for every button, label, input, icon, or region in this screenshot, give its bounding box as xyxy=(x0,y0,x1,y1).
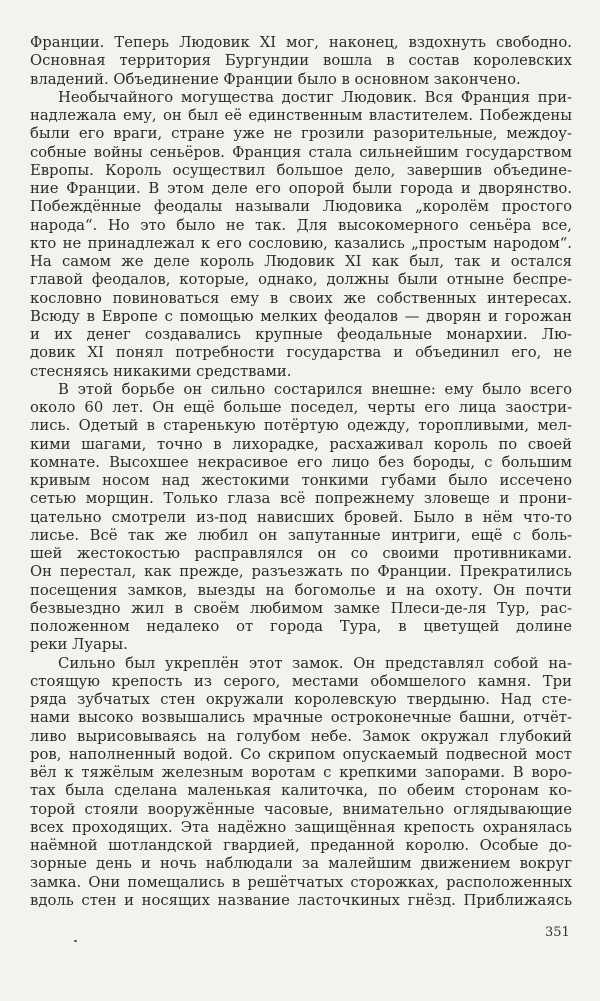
document-page xyxy=(30,34,572,910)
text-line: нами высоко возвышались мрачные остроконечные башни, отчёт- xyxy=(30,709,572,727)
text-line: кривым носом над жестокими тонкими губами было иссечено xyxy=(30,472,572,489)
text-line: тах была сделана маленькая калиточка, по обеим сторонам ко- xyxy=(30,782,572,800)
text-line: Он перестал, как прежде, разъезжать по Франции. Прекратились xyxy=(30,563,572,581)
text-line: лись. Одетый в старенькую потёртую одежду, торопливыми, мел- xyxy=(30,417,572,435)
text-line: замка. Они помещались в решётчатых сторожках, расположенных xyxy=(30,873,572,891)
text-line: кими шагами, точно в лихорадке, расхаживал король по своей xyxy=(30,435,572,453)
text-line: кто не принадлежал к его сословию, казались „простым народом“. xyxy=(30,234,572,252)
text-line: цательно смотрели из-под нависших бровей. Было в нём что-то xyxy=(30,508,572,526)
paragraph-4 xyxy=(30,655,572,911)
text-line: стоящую крепость из серого, местами обомшелого камня. Три xyxy=(30,672,572,690)
text-line: Европы. Король осуществил большое дело, завершив объедине- xyxy=(30,161,572,179)
paragraph-3 xyxy=(30,381,572,655)
text-line: На самом же деле король Людовик XI как был, так и остался xyxy=(30,253,572,270)
text-line: были его враги, стране уже не грозили разорительные, междоу- xyxy=(30,125,572,143)
text-line: всех проходящих. Эта надёжно защищённая крепость охранялась xyxy=(30,818,572,836)
text-line: вёл к тяжёлым железным воротам с крепкими запорами. В воро- xyxy=(30,764,572,781)
text-line: Всюду в Европе с помощью мелких феодалов — дворян и горожан xyxy=(30,307,572,325)
text-line: сетью морщин. Только глаза всё попрежнему зловеще и прони- xyxy=(30,490,572,508)
text-line: кословно повиноваться ему в своих же собственных интересах. xyxy=(30,289,572,307)
text-line: довик XI понял потребности государства и объединил его, не xyxy=(30,344,572,362)
text-line: Необычайного могущества достиг Людовик. Вся Франция при- xyxy=(58,88,572,106)
text-line: собные войны сеньёров. Франция стала сильнейшим государством xyxy=(30,143,572,161)
text-line: стесняясь никакими средствами. xyxy=(30,362,292,380)
text-line: народа“. Но это было не так. Для высокомерного сеньёра все, xyxy=(30,216,572,234)
text-line: владений. Объединение Франции было в основном закончено. xyxy=(30,70,521,88)
text-line: вдоль стен и носящих название ласточкиных гнёзд. Приближаясь xyxy=(30,891,572,909)
text-line: Сильно был укреплён этот замок. Он представлял собой на- xyxy=(58,654,572,672)
text-line: главой феодалов, которые, однако, должны были отныне беспре- xyxy=(30,271,572,289)
text-line: положенном недалеко от города Тура, в цветущей долине xyxy=(30,618,572,635)
text-line: наёмной шотландской гвардией, преданной королю. Особые до- xyxy=(30,837,572,854)
text-line: ние Франции. В этом деле его опорой были города и дворянство. xyxy=(30,180,572,197)
text-line: ряда зубчатых стен окружали королевскую твердыню. Над сте- xyxy=(30,691,572,708)
text-line: Основная территория Бургундии вошла в состав королевских xyxy=(30,52,572,70)
text-line: около 60 лет. Он ещё больше поседел, черты его лица заостри- xyxy=(30,399,572,416)
text-line: Франции. Теперь Людовик XI мог, наконец, вздохнуть свободно. xyxy=(30,34,572,51)
text-line: В этой борьбе он сильно состарился внешне: ему было всего xyxy=(58,380,572,398)
paragraph-1 xyxy=(30,34,572,89)
text-line: надлежала ему, он был её единственным властителем. Побеждены xyxy=(30,107,572,124)
text-line: Побеждённые феодалы называли Людовика „королём простого xyxy=(30,198,572,216)
text-line: безвыездно жил в своём любимом замке Плеси-де-ля Тур, рас- xyxy=(30,599,572,617)
text-line: лисье. Всё так же любил он запутанные интриги, ещё с боль- xyxy=(30,526,572,544)
text-line: шей жестокостью расправлялся он со своими противниками. xyxy=(30,545,572,562)
text-line: торой стояли вооружённые часовые, внимательно оглядывающие xyxy=(30,800,572,818)
page-number: 351 xyxy=(545,925,570,940)
paragraph-2 xyxy=(30,89,572,381)
text-line: ров, наполненный водой. Со скрипом опускаемый подвесной мост xyxy=(30,745,572,763)
text-line: реки Луары. xyxy=(30,636,128,654)
text-line: комнате. Высохшее некрасивое его лицо без бороды, с большим xyxy=(30,453,572,471)
print-speck xyxy=(74,940,77,942)
text-line: зорные день и ночь наблюдали за малейшим движением вокруг xyxy=(30,855,572,873)
text-line: посещения замков, выезды на богомолье и на охоту. Он почти xyxy=(30,581,572,599)
text-line: и их денег создавались крупные феодальные монархии. Лю- xyxy=(30,326,572,343)
text-line: ливо вырисовываясь на голубом небе. Замок окружал глубокий xyxy=(30,727,572,745)
